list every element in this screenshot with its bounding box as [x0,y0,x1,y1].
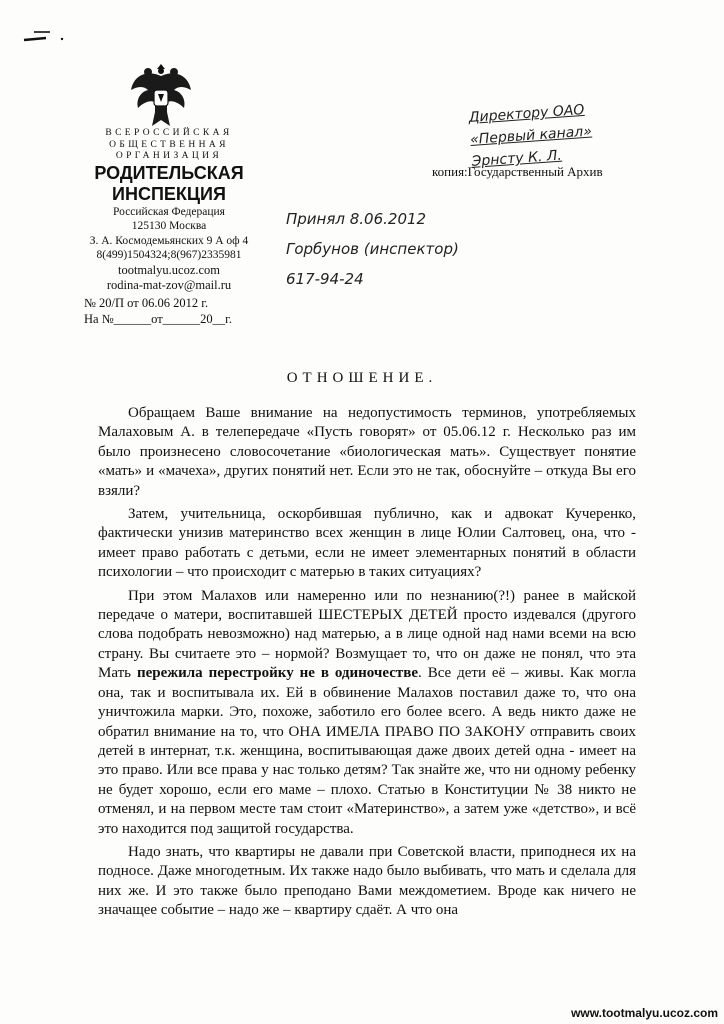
paragraph-1: Обращаем Ваше внимание на недопустимость терминов, употребляемых Малаховым А. в телепередаче «Пусть говорят» от 05.06.12 г. Несколько раз им было произнесено словосочетание «биологическая мать». Существует понятие «мать» и «мачеха», других понятий нет. Если это не так, обоснуйте – откуда Вы его взяли? [98,405,636,499]
org-phones: 8(499)1504324;8(967)2335981 [96,249,242,261]
addressee-handwritten [468,93,672,173]
org-postal: 125130 Москва [131,220,207,232]
paragraph-3-part-1: При этом Малахов или намеренно или по незнанию(?!) ранее в майской передаче о матери, воспитавшей ШЕСТЕРЫХ ДЕТЕЙ просто издевался (другого слова подобрать невозможно) над матерью, а в лице одной над нами всеми на всю страну. Вы считаете это – нормой? Возмущает то, что он даже не понял, что эта Мать [98,587,636,682]
registration-block [84,295,232,327]
addressee-line-3: Эрнсту К. Л. [471,147,563,170]
org-country: Российская Федерация [113,205,225,218]
organization-header [56,128,282,293]
received-note-line-1: Принял 8.06.2012 [286,210,427,228]
paragraph-3-part-2: . Все дети её – живы. Как могла она, так и воспитывала их. Ей в обвинение Малахов поставил даже то, что она уничтожила марки. Это, похоже, заботило его более всего. А ведь никто даже не обратил внимание на то, что ОНА ИМЕЛА ПРАВО ПО ЗАКОНУ отправить своих детей в интернат, т.к. женщина, воспитывающая даже двоих детей одна - имеет на это право. Или все права у нас только детям? Так знайте же, что ни одному ребенку не будет хорошо, если его маме – плохо. Статью в Конституции № 38 никто не отменял, и на первом месте там стоит «Материнство», а затем уже «детство», и всё это находится под защитой государства. [98,665,636,837]
paragraph-4: Надо знать, что квартиры не давали при Советской власти, приподнеся их на подносе. Даже многодетным. Их также надо было выбивать, что мать и сделала для них же. И это также было преподано Вами междометием. Вроде как ничего не значащее событие – надо же – квартиру сдаёт. А что она [98,843,636,919]
addressee-line-2: «Первый канал» [469,123,593,148]
org-name-line-1: РОДИТЕЛЬСКАЯ [94,162,244,183]
site-watermark: www.tootmalyu.ucoz.com [571,1006,718,1020]
reply-reference: На №______от______20__г. [84,312,233,326]
coat-of-arms-emblem-icon [128,60,194,132]
org-type-line-3: ОРГАНИЗАЦИЯ [115,151,223,161]
letter-body [98,404,636,925]
org-name-line-2: ИНСПЕКЦИЯ [112,183,226,204]
received-note-handwritten [286,204,616,294]
org-type-line-1: ВСЕРОССИЙСКАЯ [105,128,233,138]
document-title: ОТНОШЕНИЕ. [286,370,438,386]
org-email: rodina-mat-zov@mail.ru [106,277,232,292]
scan-mark-icon [20,26,80,46]
received-note-line-3: 617-94-24 [286,270,364,288]
received-note-line-2: Горбунов (инспектор) [286,240,459,258]
paragraph-3-emphasis: пережила перестройку не в одиночестве [136,665,419,682]
paragraph-2: Затем, учительница, оскорбившая публично, как и адвокат Кучеренко, фактически унизив материнство всех женщин в лице Юлии Салтовец, она, что - имеет право работать с детьми, если не имеет элементарных понятий в области психологии – что происходит с матерью в таких ситуациях? [98,506,636,581]
org-address: З. А. Космодемьянских 9 А оф 4 [89,234,249,247]
copy-recipient: копия:Государственный Архив [432,164,603,179]
paragraph-3 [98,587,636,839]
addressee-line-1: Директору ОАО [468,101,585,127]
org-type-line-2: ОБЩЕСТВЕННАЯ [109,139,229,150]
outgoing-number: № 20/П от 06.06 2012 г. [84,296,209,310]
org-website: tootmalyu.ucoz.com [117,262,221,277]
